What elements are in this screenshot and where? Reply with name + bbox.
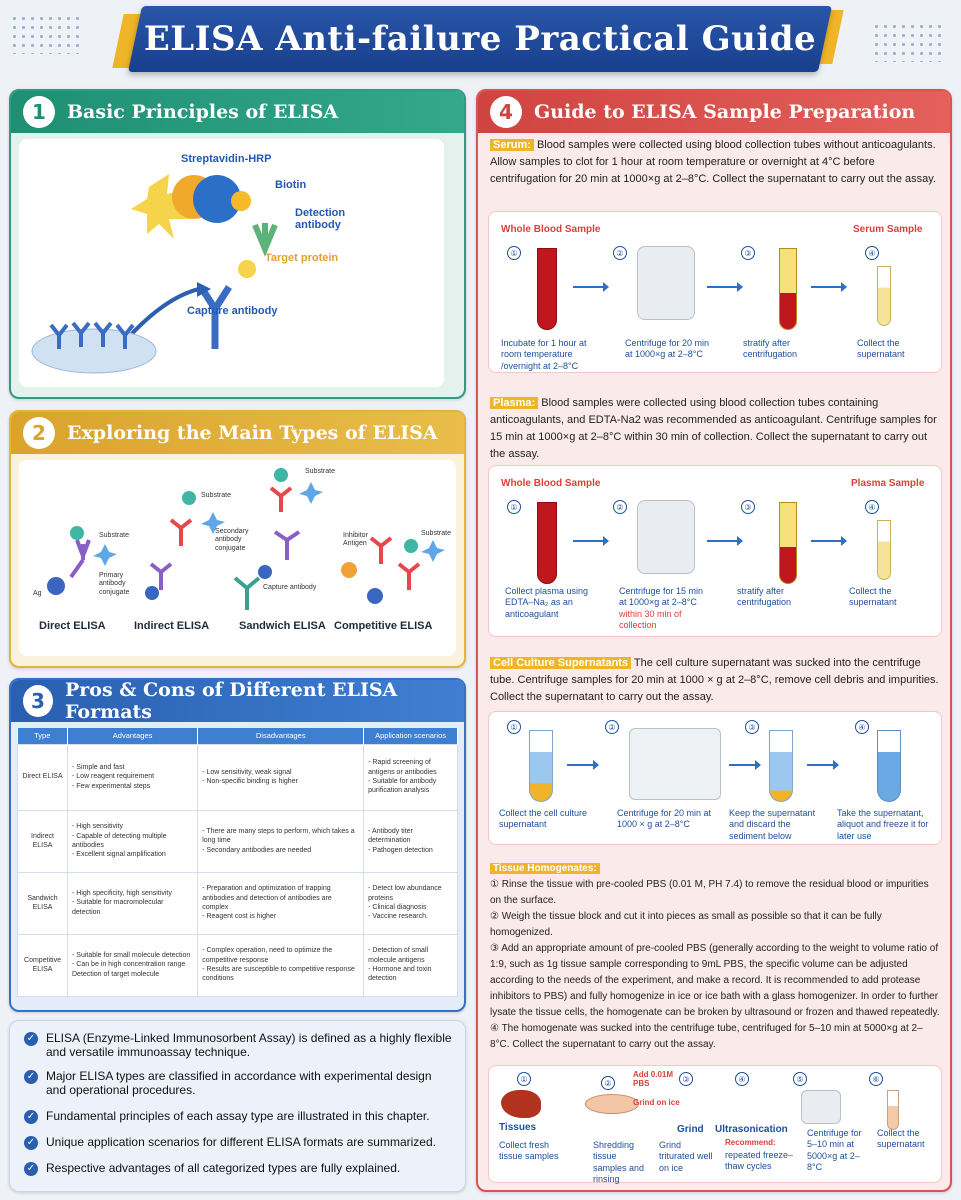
label-grind-ice: Grind on ice	[633, 1098, 680, 1107]
cell-applications: - Antibody titer determination - Pathogen detection	[364, 810, 458, 872]
cell-type: Competitive ELISA	[18, 934, 68, 996]
label-substrate: Substrate	[421, 530, 451, 537]
cell-applications: - Rapid screening of antigens or antibodies - Suitable for antibody purification analysis	[364, 744, 458, 810]
section-number: 1	[23, 96, 55, 128]
culture-tube-icon	[529, 730, 553, 802]
section-number: 3	[23, 685, 53, 717]
culture-tag: Cell Culture Supernatants	[490, 657, 631, 669]
step-caption: Shredding tissue samples and rinsing	[593, 1140, 645, 1184]
cell-advantages: - High specificity, high sensitivity - Suitable for macromolecular detection	[68, 872, 198, 934]
label-substrate: Substrate	[99, 532, 129, 539]
page-title: ELISA Anti-failure Practical Guide	[143, 19, 817, 59]
section-sample-preparation	[476, 89, 952, 1192]
plasma-tag: Plasma:	[490, 397, 538, 409]
substrate-burst-icon	[93, 544, 117, 566]
step-number: ④	[865, 246, 879, 260]
flow-arrow	[811, 540, 843, 542]
step-number: ③	[741, 246, 755, 260]
table-row	[18, 744, 458, 810]
flow-arrow	[707, 286, 739, 288]
summary-item	[24, 1031, 454, 1059]
cell-disadvantages: - There are many steps to perform, which takes a long time - Secondary antibodies are needed	[198, 810, 364, 872]
serum-text: Blood samples were collected using blood collection tubes without anticoagulants. Allow samples to clot for 1 hour at room temperature or overnight at 4°C before centrifugation for 20 min at 1000×g at 2–8°C. Collect the supernatant to carry out the assay.	[490, 139, 936, 186]
antigen-icon	[47, 577, 65, 595]
plasma-flow	[488, 465, 942, 637]
step-number: ④	[855, 720, 869, 734]
section-basic-principles	[9, 89, 466, 399]
blood-tube-icon	[537, 502, 557, 584]
centrifuge-icon	[637, 246, 695, 320]
step-caption-note: within 30 min of collection	[619, 609, 682, 631]
label-secondary: Secondary antibody conjugate	[215, 528, 249, 552]
type-direct: Direct ELISA	[39, 620, 106, 632]
serum-tube-icon	[877, 266, 891, 326]
check-icon: ✓	[24, 1032, 38, 1046]
label-ag: Ag	[33, 590, 42, 597]
step-number: ①	[507, 500, 521, 514]
step-number: ②	[613, 246, 627, 260]
plasma-tube-icon	[877, 520, 891, 580]
step-caption: Centrifuge for 5–10 min at 5000×g at 2–8°C	[807, 1128, 862, 1172]
summary-item	[24, 1161, 454, 1176]
step-number: ②	[601, 1076, 615, 1090]
biotin-icon	[231, 191, 251, 211]
step-caption: Collect the supernatant	[877, 1128, 925, 1150]
summary-text: ELISA (Enzyme-Linked Immunosorbent Assay) is defined as a highly flexible and versatile immunoassay technique.	[46, 1031, 452, 1060]
section-title: Pros & Cons of Different ELISA Formats	[64, 679, 398, 723]
serum-description	[490, 137, 942, 188]
cell-advantages: - High sensitivity - Capable of detecting multiple antibodies - Excellent signal amplification	[68, 810, 198, 872]
step-caption: Centrifuge for 15 min at 1000×g at 2–8°C	[619, 586, 704, 608]
flow-arrow	[807, 764, 835, 766]
capture-antibody-icon	[201, 287, 229, 349]
stratified-tube-icon	[779, 502, 797, 584]
summary-item	[24, 1069, 454, 1097]
label-capture: Capture antibody	[263, 584, 317, 591]
stratified-tube-icon	[779, 248, 797, 330]
cell-applications: - Detection of small molecule antigens - Hormone and toxin detection	[364, 934, 458, 996]
section-title: Exploring the Main Types of ELISA	[67, 422, 438, 444]
label-target-protein: Target protein	[265, 252, 339, 264]
section-header	[11, 680, 464, 722]
step-caption: repeated freeze–thaw cycles	[725, 1150, 794, 1172]
types-diagram	[19, 460, 456, 656]
step-number: ①	[507, 246, 521, 260]
step-number: ③	[679, 1072, 693, 1086]
step-caption: stratify after centrifugation	[743, 338, 798, 360]
cell-disadvantages: - Complex operation, need to optimize the competitive response - Results are susceptible to competitive response conditions	[198, 934, 364, 996]
section-header	[11, 412, 464, 454]
centrifuge-icon	[637, 500, 695, 574]
culture-description	[490, 655, 942, 706]
type-sandwich: Sandwich ELISA	[239, 620, 326, 632]
step-number: ①	[517, 1072, 531, 1086]
step-caption: Grind triturated well on ice	[659, 1140, 713, 1173]
centrifuge-icon	[801, 1090, 841, 1124]
column-header: Type	[18, 728, 68, 744]
flow-arrow	[573, 540, 605, 542]
label-tissues: Tissues	[499, 1122, 537, 1133]
summary-item	[24, 1109, 454, 1124]
section-number: 2	[23, 417, 55, 449]
cell-advantages: - Simple and fast - Low reagent requirement - Few experimental steps	[68, 744, 198, 810]
culture-text: The cell culture supernatant was sucked into the centrifuge tube. Centrifuge samples for 20 min at 1000 × g at 2–8°C, remove cell debris and impurities. Collect the supernatant to carry out the assay.	[490, 657, 939, 704]
cell-type: Indirect ELISA	[18, 810, 68, 872]
cell-advantages: - Suitable for small molecule detection - Can be in high concentration range Detection of target molecule	[68, 934, 198, 996]
label-substrate: Substrate	[201, 492, 231, 499]
section-elisa-types	[9, 410, 466, 668]
summary-text: Major ELISA types are classified in accordance with experimental design and operational procedures.	[46, 1069, 432, 1098]
inhibitor-antigen-icon	[341, 562, 357, 578]
centrifuge-rotor-icon	[629, 728, 721, 800]
flow-left-title: Whole Blood Sample	[501, 478, 601, 489]
principle-illustration	[19, 139, 444, 387]
step-number: ②	[613, 500, 627, 514]
check-icon: ✓	[24, 1136, 38, 1150]
summary-text: Unique application scenarios for different ELISA formats are summarized.	[46, 1135, 436, 1149]
label-ultrasonication: Ultrasonication	[715, 1124, 788, 1135]
label-grind: Grind	[677, 1124, 704, 1135]
tissue-step: ① Rinse the tissue with pre-cooled PBS (0.01 M, PH 7.4) to remove the residual blood or impurities on the surface.	[490, 879, 929, 906]
target-protein-icon	[238, 260, 256, 278]
step-caption: Collect the cell culture supernatant	[499, 808, 588, 830]
check-icon: ✓	[24, 1162, 38, 1176]
column-header: Disadvantages	[198, 728, 364, 744]
label-substrate: Substrate	[305, 468, 335, 475]
section-title: Guide to ELISA Sample Preparation	[534, 101, 916, 123]
aliquot-tube-icon	[877, 730, 901, 802]
pros-cons-table	[17, 728, 458, 997]
label-primary: Primary antibody conjugate	[99, 572, 130, 596]
type-indirect: Indirect ELISA	[134, 620, 210, 632]
tissue-step: ③ Add an appropriate amount of pre-cooled PBS (generally according to the weight to volume ratio of 1:9, such as 1g tissue sample corresponding to 9mL PBS, the specific volume can be adjusted according to the needs of the experiment, and make a record. It is recommended to add protease inhibitors to PBS) and fully homogenize in ice or ice bath with a glass homogenizer. In order to further lysate the tissue cells, the homogenate can be broken by ultrasound or frozen and thawed repeatedly.	[490, 943, 940, 1018]
step-caption: stratify after centrifugation	[737, 586, 792, 608]
column-header: Advantages	[68, 728, 198, 744]
label-inhibitor: Inhibitor Antigen	[343, 532, 368, 548]
step-number: ⑤	[793, 1072, 807, 1086]
flow-right-title: Serum Sample	[853, 224, 923, 235]
table-row	[18, 934, 458, 996]
step-number: ②	[605, 720, 619, 734]
flow-arrow	[707, 540, 739, 542]
step-number: ①	[507, 720, 521, 734]
step-caption: Collect the supernatant	[857, 338, 905, 360]
step-caption: Collect fresh tissue samples	[499, 1140, 559, 1162]
summary-text: Fundamental principles of each assay type are illustrated in this chapter.	[46, 1109, 430, 1123]
step-caption: Centrifuge for 20 min at 1000 × g at 2–8°C	[617, 808, 712, 830]
section-header	[11, 91, 464, 133]
step-number: ⑥	[869, 1072, 883, 1086]
tissue-step: ② Weigh the tissue block and cut it into pieces as small as possible so that it can be fully homogenized.	[490, 911, 882, 938]
summary-box	[9, 1020, 466, 1192]
section-pros-cons	[9, 678, 466, 1012]
label-streptavidin: Streptavidin-HRP	[181, 153, 272, 165]
tissue-description	[490, 861, 942, 1053]
plasma-text: Blood samples were collected using blood collection tubes containing anticoagulants, and EDTA-Na2 was recommended as anticoagulant. Centrifuge samples for 15 min at 1000×g at 2–8°C within 30 min of collection. Collect the supernatant to carry out the assay.	[490, 397, 937, 461]
step-number: ④	[735, 1072, 749, 1086]
plasma-description	[490, 395, 942, 463]
step-caption: Take the supernatant, aliquot and freeze it for later use	[837, 808, 929, 841]
step-number: ③	[745, 720, 759, 734]
summary-item	[24, 1135, 454, 1150]
principle-diagram	[19, 139, 444, 387]
petri-dish-icon	[585, 1094, 639, 1114]
section-number: 4	[490, 96, 522, 128]
cell-type: Direct ELISA	[18, 744, 68, 810]
cell-type: Sandwich ELISA	[18, 872, 68, 934]
label-detection-antibody: Detection antibody	[295, 207, 346, 231]
step-caption: Collect plasma using EDTA–Na₂ as an anticoagulant	[505, 586, 589, 619]
label-add-pbs: Add 0.01M PBS	[633, 1070, 674, 1088]
label-capture-antibody: Capture antibody	[187, 305, 278, 317]
plate-well-icon	[32, 329, 156, 373]
final-tube-icon	[887, 1090, 899, 1130]
decorative-dots-right	[872, 22, 942, 62]
enzyme-icon	[70, 526, 84, 540]
check-icon: ✓	[24, 1110, 38, 1124]
tissue-tag: Tissue Homogenates:	[490, 863, 600, 874]
step-number: ④	[865, 500, 879, 514]
label-recommend: Recommend:	[725, 1138, 776, 1147]
flow-arrow	[729, 764, 757, 766]
tissue-step: ④ The homogenate was sucked into the centrifuge tube, centrifuged for 5–10 min at 5000×g at 2–8°C. Collect the supernatant to carry out the assay.	[490, 1023, 923, 1050]
check-icon: ✓	[24, 1070, 38, 1084]
cell-disadvantages: - Preparation and optimization of trapping antibodies and detection of antibodies are complex - Reagent cost is higher	[198, 872, 364, 934]
summary-text: Respective advantages of all categorized types are fully explained.	[46, 1161, 401, 1175]
section-title: Basic Principles of ELISA	[67, 101, 339, 123]
step-caption: Collect the supernatant	[849, 586, 897, 608]
table-row	[18, 810, 458, 872]
flow-arrow	[573, 286, 605, 288]
step-caption: Keep the supernatant and discard the sediment below	[729, 808, 816, 841]
primary-antibody-icon	[71, 540, 89, 577]
label-biotin: Biotin	[275, 179, 307, 191]
liver-icon	[501, 1090, 541, 1118]
flow-right-title: Plasma Sample	[851, 478, 925, 489]
supernatant-tube-icon	[769, 730, 793, 802]
blood-tube-icon	[537, 248, 557, 330]
tissue-flow	[488, 1065, 942, 1183]
flow-arrow	[811, 286, 843, 288]
flow-arrow	[567, 764, 595, 766]
cell-applications: - Detect low abundance proteins - Clinical diagnosis - Vaccine research.	[364, 872, 458, 934]
type-competitive: Competitive ELISA	[334, 620, 433, 632]
culture-flow	[488, 711, 942, 845]
serum-flow	[488, 211, 942, 373]
step-number: ③	[741, 500, 755, 514]
cell-disadvantages: - Low sensitivity, weak signal - Non-specific binding is higher	[198, 744, 364, 810]
column-header: Application scenarios	[364, 728, 458, 744]
detection-antibody-icon	[255, 223, 275, 249]
step-caption: Centrifuge for 20 min at 1000×g at 2–8°C	[625, 338, 710, 360]
serum-tag: Serum:	[490, 139, 534, 151]
flow-left-title: Whole Blood Sample	[501, 224, 601, 235]
section-header	[478, 91, 950, 133]
table-row	[18, 872, 458, 934]
decorative-dots-left	[10, 14, 80, 54]
step-caption: Incubate for 1 hour at room temperature /overnight at 2–8°C	[501, 338, 587, 371]
